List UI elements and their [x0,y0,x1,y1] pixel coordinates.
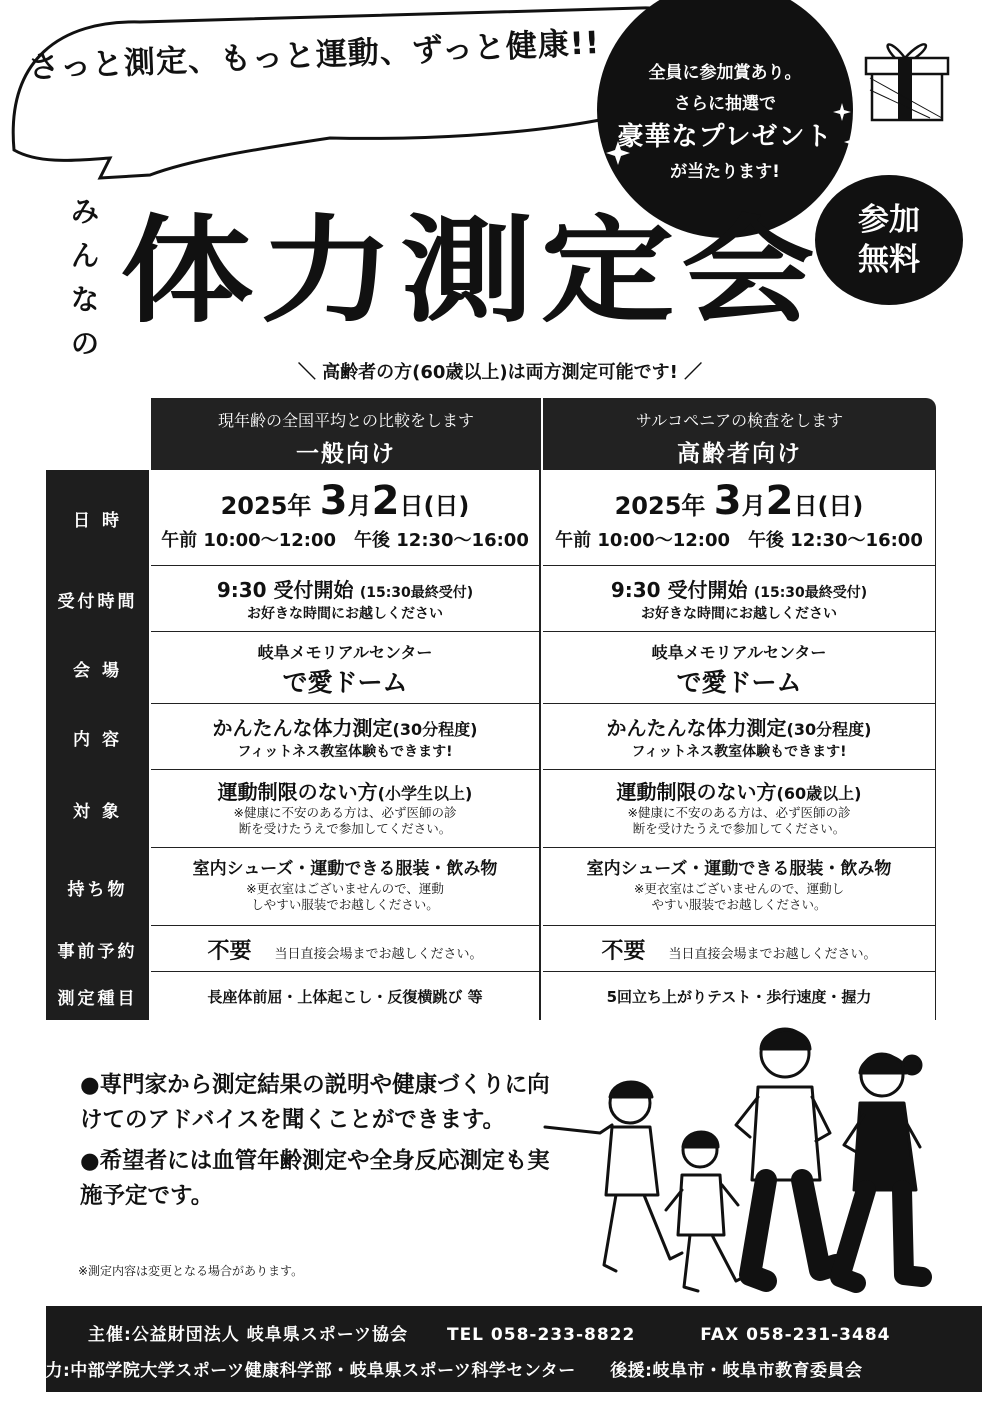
cell-target-general: 運動制限のない方(小学生以上) ※健康に不安のある方は、必ず医師の診断を受けたうえで参加してください。 [151,770,541,848]
prize-line-3: 豪華なプレゼント [617,122,833,152]
list-item: ●希望者には血管年齢測定や全身反応測定も実施予定です。 [80,1148,550,1209]
benefit-list [80,1068,550,1220]
row-reception [46,566,936,632]
row-label: 測定種目 [57,988,138,1009]
page-title: 体力測定会 [120,204,822,339]
free-badge-line-1: 参加 [858,202,920,238]
free-badge-line-2: 無料 [858,242,920,278]
cell-venue-general: 岐阜メモリアルセンター で愛ドーム [151,632,541,704]
cell-date-general [151,470,541,566]
row-reservation [46,926,936,972]
cell-content-general: かんたんな体力測定(30分程度) フィットネス教室体験もできます! [151,704,541,770]
row-items [46,972,936,1020]
tagline: さっと測定、もっと運動、ずっと健康!! [27,25,601,86]
cell-venue-senior: 岐阜メモリアルセンター で愛ドーム [543,632,936,704]
organizer: 主催:公益財団法人 岐阜県スポーツ協会 [88,1325,409,1345]
row-label: 対 象 [73,801,122,822]
backer: 後援:岐阜市・岐阜市教育委員会 [610,1361,863,1381]
cell-target-senior: 運動制限のない方(60歳以上) ※健康に不安のある方は、必ず医師の診断を受けたうえで参加してください。 [543,770,936,848]
prize-announcement [600,58,850,182]
cell-items-general: 長座体前屈・上体起こし・反復横跳び 等 [151,972,541,1020]
row-label: 持ち物 [67,879,128,900]
list-item: ●専門家から測定結果の説明や健康づくりに向けてのアドバイスを聞くことができます。 [80,1072,550,1133]
disclaimer: ※測定内容は変更となる場合があります。 [78,1264,304,1278]
row-venue [46,632,936,704]
cell-items-senior: 5回立ち上がりテスト・歩行速度・握力 [543,972,936,1020]
event-date: 2025年 3月2日(日) [614,478,864,524]
column-header-general [151,398,541,470]
row-label: 受付時間 [57,591,138,612]
gift-icon [866,44,948,120]
cell-date-senior [543,470,936,566]
cell-reservation-general: 不要 当日直接会場までお越しください。 [151,926,541,972]
phone-number[interactable]: TEL 058-233-8822 [446,1325,636,1345]
row-belongings [46,848,936,926]
cell-reception-senior: 9:30 受付開始 (15:30最終受付) お好きな時間にお越しください [543,566,936,632]
column-header-senior [543,398,936,470]
free-participation-badge [815,175,963,305]
row-label: 内 容 [73,729,122,750]
event-date: 2025年 3月2日(日) [220,478,470,524]
cell-belongings-senior: 室内シューズ・運動できる服装・飲み物 ※更衣室はございませんので、運動しやすい服装でお越しください。 [543,848,936,926]
cell-content-senior: かんたんな体力測定(30分程度) フィットネス教室体験もできます! [543,704,936,770]
column-subtitle: 現年齢の全国平均との比較をします [217,411,474,430]
footer-organizer-line [88,1320,891,1345]
row-content [46,704,936,770]
event-times: 午前 10:00〜12:00 午後 12:30〜16:00 [555,530,923,551]
row-target [46,770,936,848]
footer [28,1306,982,1392]
row-label: 日 時 [73,510,122,531]
column-title: 高齢者向け [677,441,802,467]
footer-support-line [28,1356,988,1381]
row-label: 会 場 [73,660,122,681]
column-title: 一般向け [296,441,396,467]
senior-note: ＼ 高齢者の方(60歳以上)は両方測定可能です! ／ [297,362,703,383]
row-label: 事前予約 [57,941,138,962]
cell-reception-general: 9:30 受付開始 (15:30最終受付) お好きな時間にお越しください [151,566,541,632]
row-datetime [46,470,936,566]
prize-line-2: さらに抽選で [674,94,776,114]
column-subtitle: サルコペニアの検査をします [635,411,844,430]
cell-belongings-general: 室内シューズ・運動できる服装・飲み物 ※更衣室はございませんので、運動しやすい服装でお越しください。 [151,848,541,926]
cell-reservation-senior: 不要 当日直接会場までお越しください。 [543,926,936,972]
family-walking-illustration [540,1015,950,1305]
fax-number: FAX 058-231-3484 [700,1325,891,1345]
prize-line-1: 全員に参加賞あり。 [648,63,802,83]
prize-line-4: が当たります! [670,162,780,182]
event-times: 午前 10:00〜12:00 午後 12:30〜16:00 [161,530,529,551]
title-prefix: みんなの [70,195,99,360]
cooperation: 協力:中部学院大学スポーツ健康科学部・岐阜県スポーツ科学センター [28,1361,576,1381]
